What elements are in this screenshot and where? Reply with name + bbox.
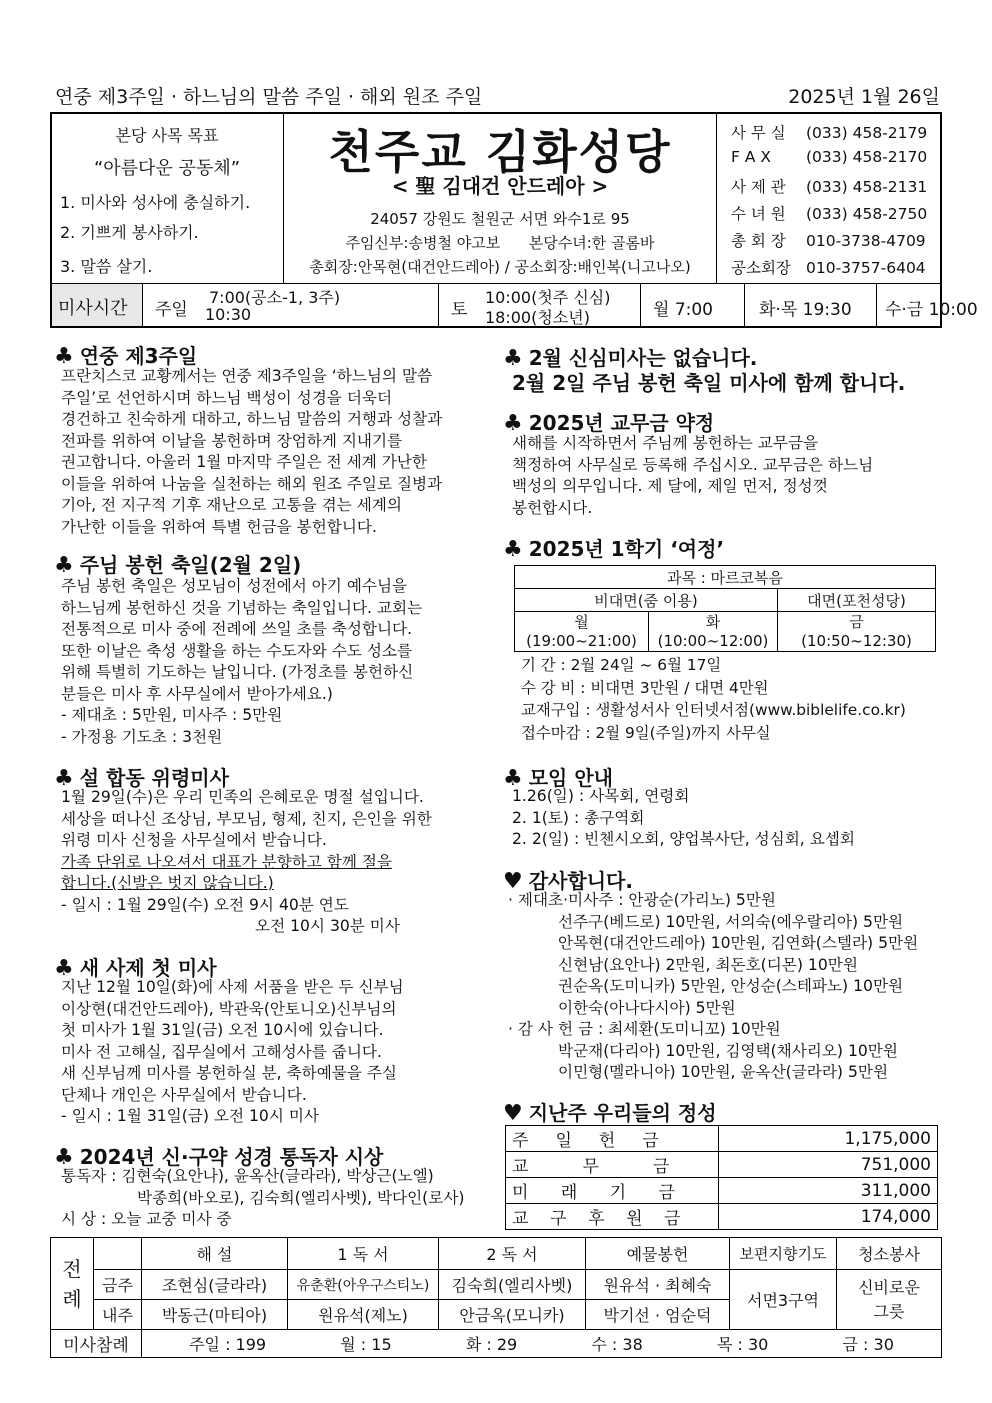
club-icon: ♣ [503,537,523,562]
club-icon: ♣ [54,553,74,578]
clergy-line [284,232,716,253]
attendance-item: 목 : 30 [716,1335,769,1354]
offering-row: 주 일 헌 금 1,175,000 [506,1126,938,1152]
section-title-bible-award: ♣ 2024년 신·구약 성경 통독자 시상 [54,1145,384,1170]
section-body-dues: 새해를 시작하면서 주님께 봉헌하는 교무금을 책정하여 사무실로 등록해 주십시오. 교무금은 하느님 백성의 의무입니다. 제 달에, 제일 먼저, 정성껏 봉헌합시다. [512,434,874,517]
mass-tue-thu: 화·목 19:30 [744,284,876,326]
semester-subject: 과목 : 마르코복음 [515,566,936,589]
next-week-reading2: 안금옥(모니카) [439,1300,586,1330]
issue-date: 2025년 1월 26일 [788,86,940,108]
next-week-label: 내주 [94,1300,142,1330]
attendance-label: 미사참례 [51,1330,142,1358]
col-header: 청소봉사 [837,1238,942,1270]
section-title-semester: ♣ 2025년 1학기 ‘여정’ [503,537,725,562]
offerings-table [505,1125,938,1230]
this-week-offering: 원유석 · 최혜숙 [586,1270,730,1300]
semester-info: 기 간 : 2월 24일 ~ 6월 17일 수 강 비 : 비대면 3만원 / 대면 4만원 교재구입 : 생활성서사 인터넷서점(www.biblelife.co.kr) 접수마감 : 2월 9일(주일)까지 사무실 [521,656,906,742]
next-week-offering: 박기선 · 엄순덕 [586,1300,730,1330]
offering-row: 교 무 금 751,000 [506,1152,938,1178]
pastoral-motto: “아름다운 공동체” [93,158,241,179]
offering-row: 미 래 기 금 311,000 [506,1178,938,1204]
club-icon: ♣ [54,344,74,369]
this-week-reading2: 김숙희(엘리사벳) [439,1270,586,1300]
pastoral-title: 본당 사목 목표 [115,126,219,145]
col-header: 보편지향기도 [730,1238,837,1270]
col-header: 1 독 서 [288,1238,439,1270]
this-week-commentary: 조현심(글라라) [142,1270,288,1300]
mass-monday: 월 7:00 [640,284,744,326]
col-header: 해 설 [142,1238,288,1270]
contact-row: 공소회장 010-3757-6404 [731,259,926,277]
section-body-presentation: 주님 봉헌 축일은 성모님이 성전에서 아기 예수님을 하느님께 봉헌하신 것을 기념하는 축일입니다. 교회는 전통적으로 미사 중에 전례에 쓰일 초를 축성합니다. 또한 이날은 축성 생활을 하는 수도자와 수도 성소를 위해 특별히 기도하는 날입니다. (가정초를 봉헌하신 분들은 미사 후 사무실에서 받아가세요.) - 제대초 : 5만원, 미사주 : 5만원 - 가정용 기도초 : 3천원 [61,577,423,746]
cleaning-group: 신비로운 그릇 [837,1270,942,1330]
mass-wed-fri: 수·금 10:00 [876,284,942,326]
goal-item: 1. 미사와 성사에 충실하기. [60,193,251,212]
col-header: 2 독 서 [439,1238,586,1270]
attendance-item: 수 : 38 [591,1335,643,1354]
goal-item: 2. 기쁘게 봉사하기. [60,223,199,242]
heart-icon: ♥ [503,1101,523,1126]
attendance-values [142,1330,942,1358]
this-week-reading1: 유춘환(아우구스티노) [288,1270,439,1300]
section-body-thanks: · 제대초·미사주 : 안광순(가리노) 5만원 선주구(베드로) 10만원, 서의숙(에우랄리아) 5만원 안목현(대건안드레아) 10만원, 김연화(스텔라) 5만원 신현남(요안나) 2만원, 최돈호(디몬) 10만원 권순옥(도미니카) 5만원, 안성순(스테파노) 10만원 이한숙(아나다시아) 5만원 · 감 사 헌 금 : 최세환(도미니꼬) 10만원 박군재(다리아) 10만원, 김영택(채사리오) 10만원 이민형(멜라니아) 10만원, 윤옥산(글라라) 5만원 [508,891,919,1081]
issue-title: 연중 제3주일 · 하느님의 말씀 주일 · 해외 원조 주일 [55,86,483,108]
parish-sister: 본당수녀:한 골롬바 [528,234,655,252]
prayers-group: 서면3구역 [730,1270,837,1330]
mass-sunday: 주일 7:00(공소-1, 3주) 10:30 [142,284,438,326]
section-body-meetings: 1.26(일) : 사목회, 연령회 2. 1(토) : 총구역회 2. 2(일) : 빈첸시오회, 양업복사단, 성심회, 요셉회 [512,787,855,848]
next-week-commentary: 박동근(마티아) [142,1300,288,1330]
offering-row: 교 구 후 원 금 174,000 [506,1204,938,1230]
section-body-memorial: 1월 29일(수)은 우리 민족의 은혜로운 명절 설입니다. 세상을 떠나신 조상님, 부모님, 형제, 친지, 은인을 위한 위령 미사 신청을 사무실에서 받습니다. 가족 단위로 나오셔서 대표가 분향하고 함께 절을 합니다.(신발은 벗지 않습니다.) - 일시 : 1월 29일(수) 오전 9시 40분 연도 오전 10시 30분 미사 [61,788,432,935]
contact-row: 사 무 실 (033) 458-2179 [731,124,928,142]
attendance-item: 화 : 29 [465,1335,518,1354]
club-icon: ♣ [54,1145,74,1170]
section-title-meetings: ♣ 모임 안내 [503,766,613,791]
parish-presidents: 총회장:안목현(대건안드레아) / 공소회장:배인복(니고나오) [309,258,691,276]
club-icon: ♣ [54,766,74,791]
mass-saturday: 토 10:00(첫주 신심) 18:00(청소년) [438,284,640,326]
issue-header-line [55,82,940,112]
heart-icon: ♥ [503,869,523,894]
club-icon: ♣ [503,411,523,436]
semester-inperson: 대면(포천성당) [778,589,936,612]
parish-priest: 주임신부:송병철 야고보 [345,234,501,252]
mass-times-bar [50,284,978,328]
parish-patron: < 聖 김대건 안드레아 > [391,174,609,198]
parish-address: 24057 강원도 철원군 서면 와수1로 95 [370,210,630,228]
goal-item: 3. 말씀 살기. [60,257,153,276]
section-body-first-mass: 지난 12월 10일(화)에 사제 서품을 받은 두 신부님 이상현(대건안드레아), 박관욱(안토니오)신부님의 첫 미사가 1월 31일(금) 오전 10시에 있습니다. 미사 전 고해실, 집무실에서 고해성사를 줍니다. 새 신부님께 미사를 봉헌하실 분, 축하예물을 주실 단체나 개인은 사무실에서 받습니다. - 일시 : 1월 31일(금) 오전 10시 미사 [61,978,404,1125]
contact-list [716,114,940,284]
section-title-first-mass: ♣ 새 사제 첫 미사 [54,956,217,981]
section-title-sunday: ♣ 연중 제3주일 [54,344,198,369]
section-title-feb-mass: ♣ 2월 신심미사는 없습니다. [503,346,758,371]
semester-remote: 비대면(줌 이용) [515,589,778,612]
section-subtitle-feb-mass: 2월 2일 주님 봉헌 축일 미사에 함께 합니다. [512,371,906,395]
col-header: 예물봉헌 [586,1238,730,1270]
semester-tue: 화 (10:00~12:00) [649,612,778,652]
next-week-reading1: 원유석(제노) [288,1300,439,1330]
parish-name: 천주교 김화성당 [328,125,672,179]
parish-header [50,112,942,284]
contact-row: 사 제 관 (033) 458-2131 [731,178,928,196]
section-title-offerings: ♥ 지난주 우리들의 정성 [503,1101,717,1126]
club-icon: ♣ [54,956,74,981]
section-title-presentation: ♣ 주님 봉헌 축일(2월 2일) [54,553,302,578]
semester-mon: 월 (19:00~21:00) [515,612,649,652]
semester-table [514,565,936,652]
liturgy-side-label: 전 례 [51,1238,94,1330]
section-title-dues: ♣ 2025년 교무금 약정 [503,411,715,436]
club-icon: ♣ [503,346,523,371]
mass-times-label: 미사시간 [52,284,142,326]
attendance-item: 금 : 30 [842,1335,894,1354]
section-body-bible-award: 통독자 : 김현숙(요안나), 윤옥산(글라라), 박상근(노엘) 박종희(바오로), 김숙희(엘리사벳), 박다인(로사) 시 상 : 오늘 교중 미사 중 [61,1167,465,1228]
club-icon: ♣ [503,766,523,791]
pastoral-goals [52,114,284,284]
parish-info [284,114,716,284]
this-week-label: 금주 [94,1270,142,1300]
contact-row: 총 회 장 010-3738-4709 [731,232,926,250]
semester-fri: 금 (10:50~12:30) [778,612,936,652]
attendance-item: 월 : 15 [340,1335,392,1354]
attendance-item: 주일 : 199 [189,1335,267,1354]
section-body-sunday: 프란치스코 교황께서는 연중 제3주일을 ‘하느님의 말씀 주일’로 선언하시며 하느님 백성이 성경을 더욱더 경건하고 친숙하게 대하고, 하느님 말씀의 거행과 성찰과 전파를 위하여 이날을 봉헌하며 장엄하게 지내기를 권고합니다. 아울러 1월 마지막 주일은 전 세계 가난한 이들을 위하여 나눔을 실천하는 해외 원조 주일로 질병과 기아, 전 지구적 기후 재난으로 고통을 겪는 세계의 가난한 이들을 위하여 특별 헌금을 봉헌합니다. [61,367,443,536]
contact-row: 수 녀 원 (033) 458-2750 [731,205,928,223]
section-title-memorial: ♣ 설 합동 위령미사 [54,766,229,791]
contact-row: F A X (033) 458-2170 [731,148,928,166]
liturgy-table [50,1237,942,1358]
section-title-thanks: ♥ 감사합니다. [503,869,633,894]
